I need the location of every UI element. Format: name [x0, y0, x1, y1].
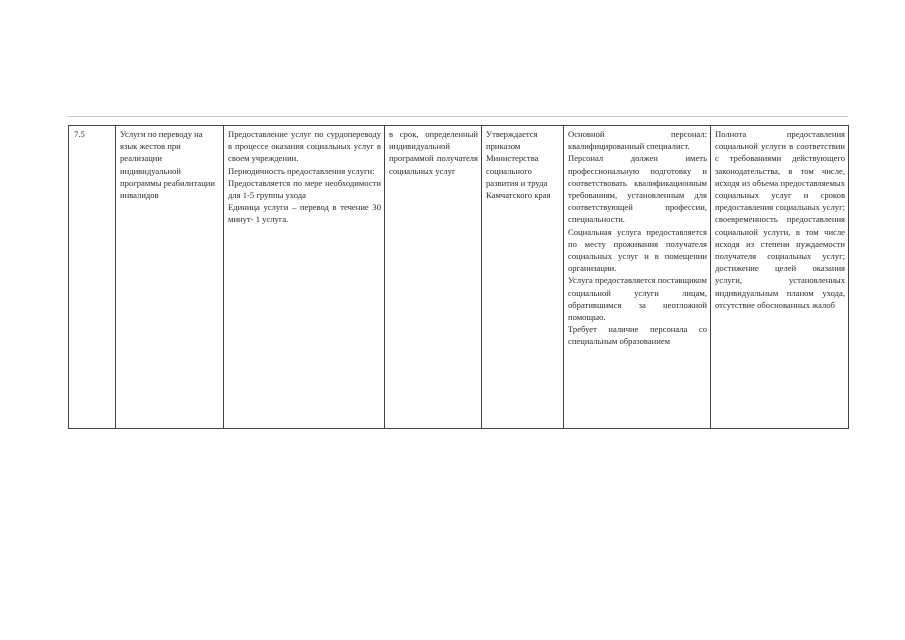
conditions-urgent: Услуга предоставляется поставщиком социальной услуги лицам, обратившимся за неотложной помощью.	[568, 275, 707, 323]
previous-page-table-edge	[68, 116, 848, 117]
service-name-cell: Услуги по переводу на язык жестов при реализации индивидуальной программы реабилитации инвалидов	[116, 126, 224, 429]
conditions-cell	[564, 126, 711, 429]
conditions-qualification: Персонал должен иметь профессиональную подготовку и соответствовать квалификационным требованиям, установленным для соответствующей профессии, специальности.	[568, 153, 707, 225]
conditions-education: Требует наличие персонала со специальным образованием	[568, 324, 707, 347]
approval-cell: Утверждается приказом Министерства социального развития и труда Камчатского края	[482, 126, 564, 429]
description-cell	[224, 126, 385, 429]
quality-cell: Полнота предоставления социальной услуги в соответствии с требованиями действующего законодательства, в том числе, исходя из объема предоставляемых социальных услуг и сроков предоставления социальных услуг; своевременность предоставления социальной услуги, в том числе исходя из степени нуждаемости получателя социальных услуг; достижение целей оказания услуги, установленных индивидуальным планом ухода, отсутствие обоснованных жалоб	[711, 126, 849, 429]
periodicity-text: Предоставляется по мере необходимости для 1-5 группы ухода	[228, 177, 381, 201]
service-unit-text: Единица услуги – перевод в течение 30 минут- 1 услуга.	[228, 202, 381, 225]
conditions-location: Социальная услуга предоставляется по месту проживания получателя социальных услуг и в помещении организации.	[568, 226, 707, 274]
conditions-staff: Основной персонал: квалифицированный специалист.	[568, 129, 707, 152]
table-row	[69, 126, 849, 429]
services-table	[68, 125, 849, 429]
row-number-cell: 7.5	[69, 126, 116, 429]
periodicity-heading: Периодичность предоставления услуги:	[228, 165, 375, 176]
description-text: Предоставление услуг по сурдопереводу в процессе оказания социальных услуг в своем учреждении.	[228, 129, 381, 164]
term-cell: в срок, определенный индивидуальной программой получателя социальных услуг	[385, 126, 482, 429]
